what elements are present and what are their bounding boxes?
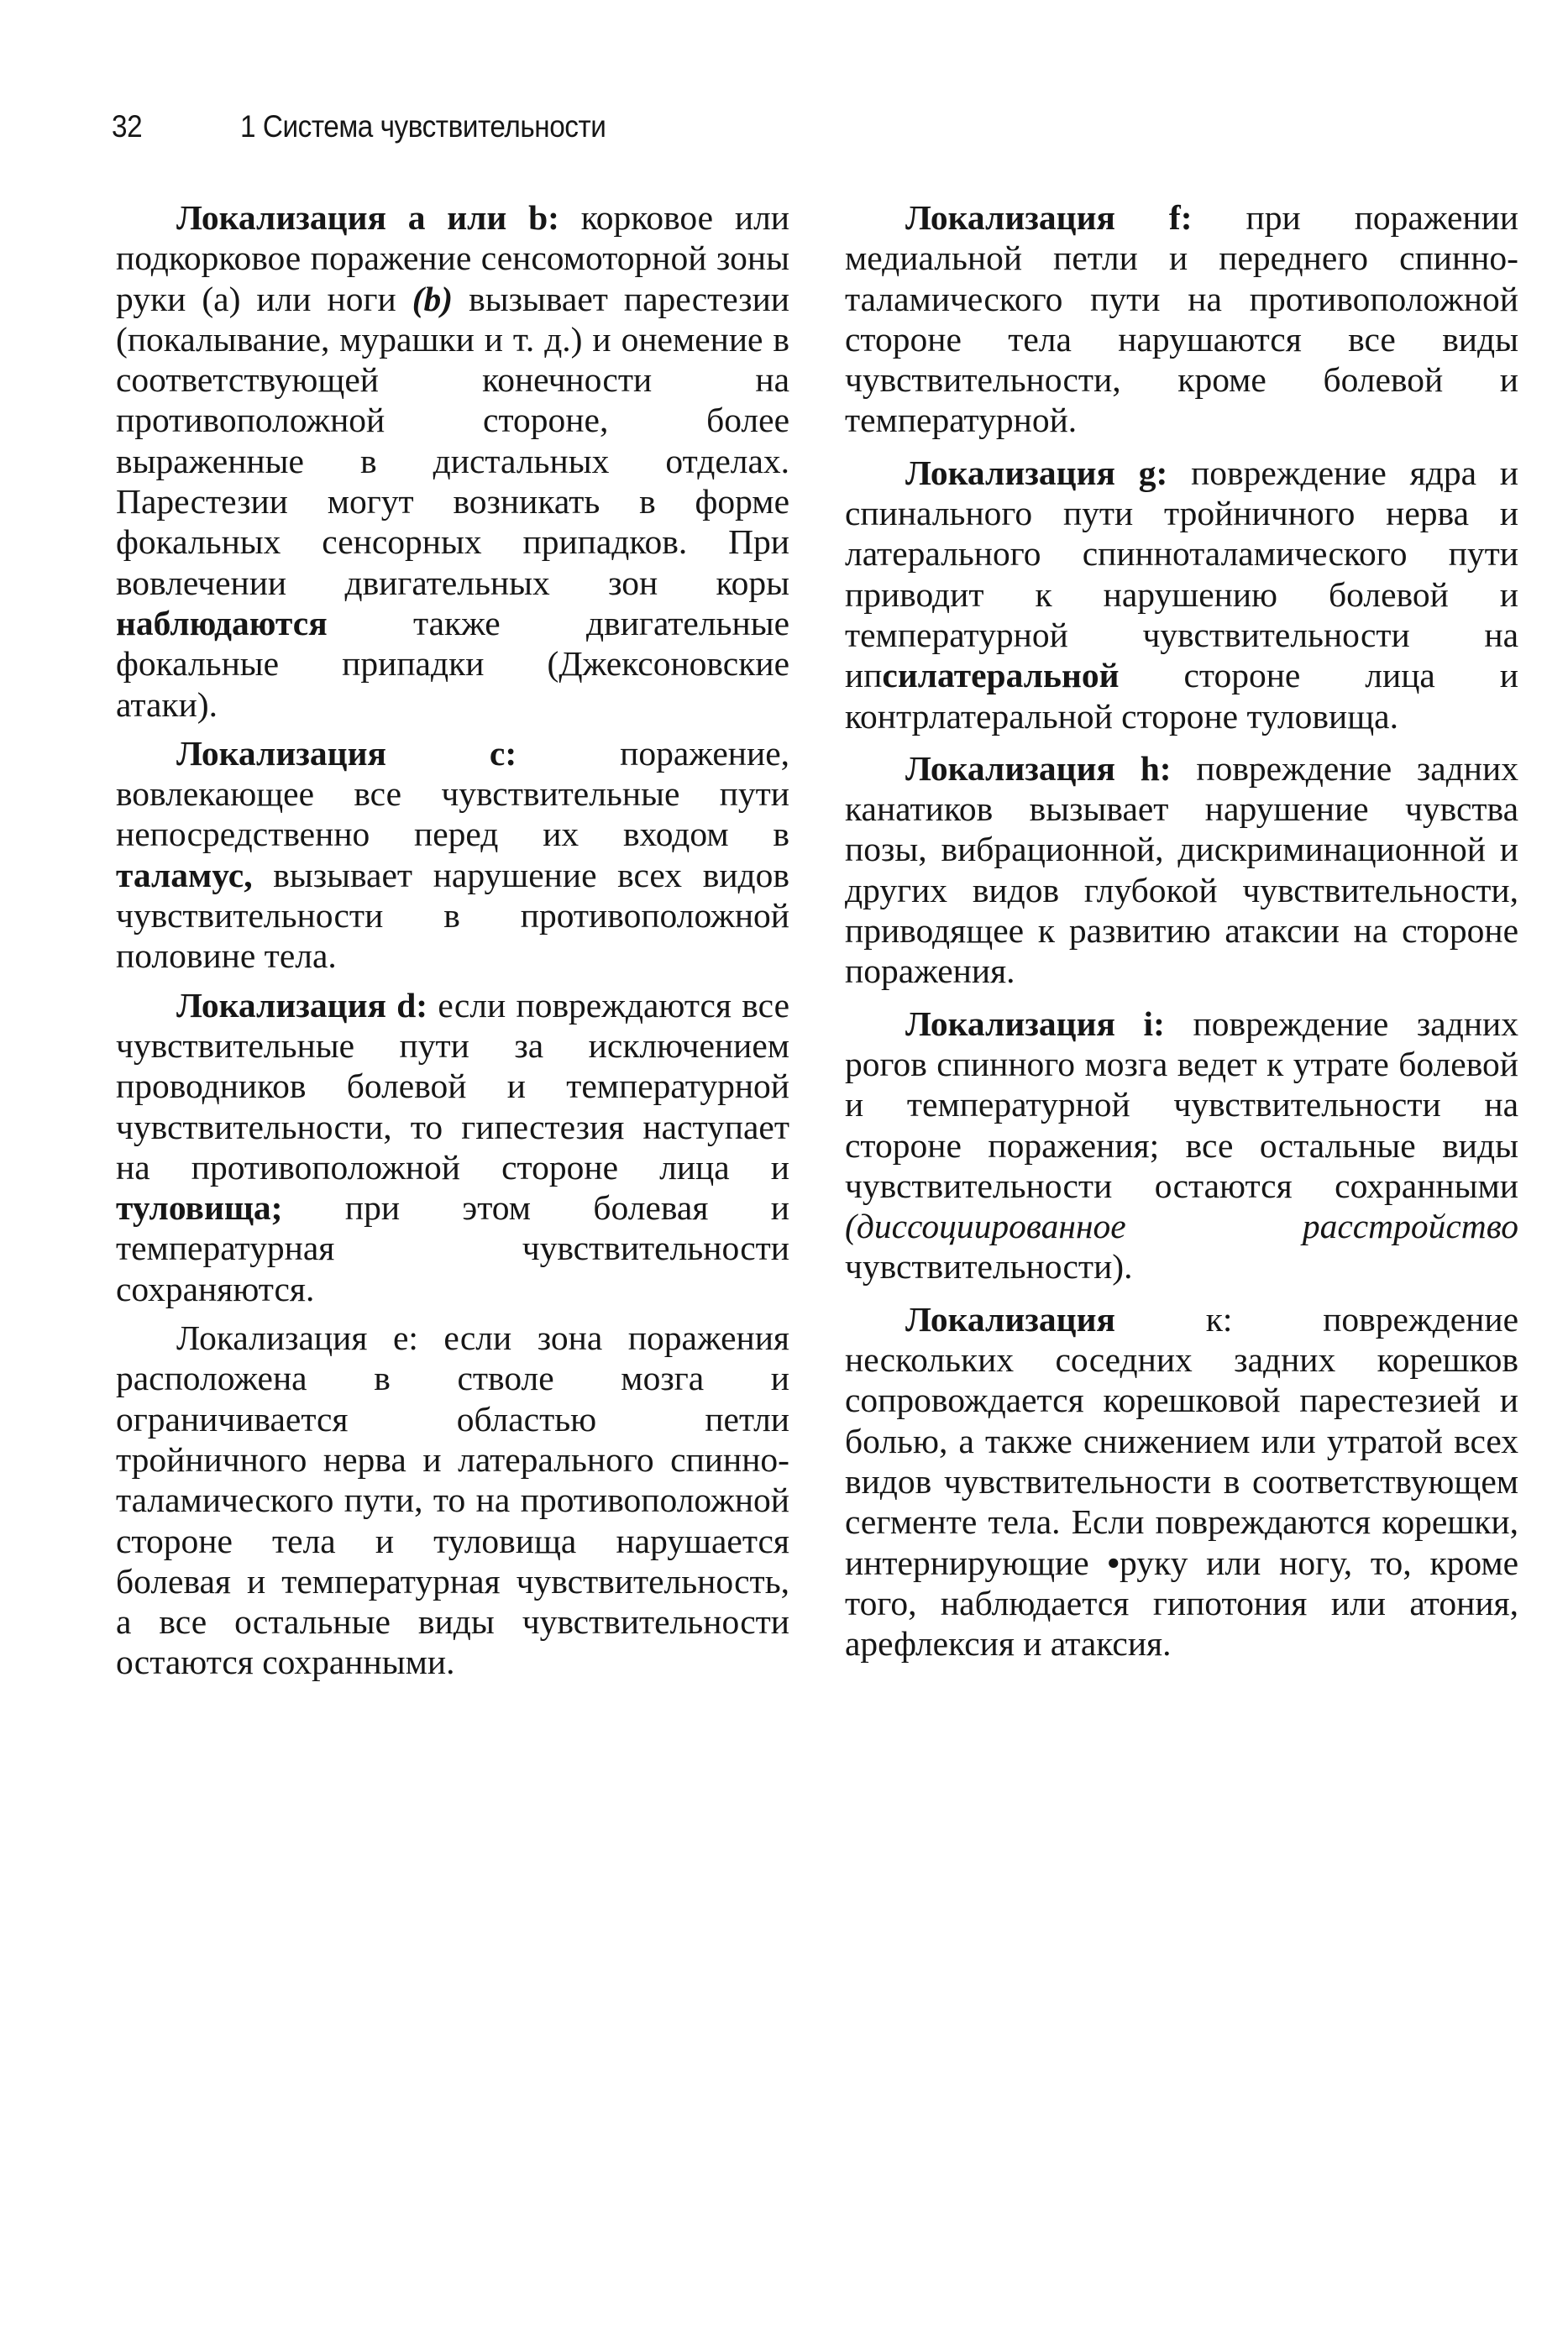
page-number: 32 [112,109,143,144]
paragraph-text: повреждение ядра и спинального пути тройничного нерва и латерального спинноталамического пути приводит к нарушению болевой и температурной чувствительности на ип [845,453,1518,695]
paragraph-bold-term: наблюдаются [116,603,328,642]
paragraph-text: руку или ногу, то, кроме того, наблюдается гипотония или атония, арефлексия и атаксия. [845,1543,1518,1664]
paragraph-localization-d [116,985,789,1309]
paragraph-bold-term: таламус, [116,855,253,894]
paragraph-text: к: повреждение нескольких соседних задних корешков сопровождается корешковой парестезией и болью, а также снижением или утратой всех видов чувствительности в соответствующем сегменте тела. Если повреждаются корешки, интернирующие [845,1299,1518,1582]
paragraph-label: Локализация [905,1299,1115,1339]
paragraph-localization-a-b [116,197,789,725]
paragraph-localization-e: Локализация e: если зона поражения расположена в стволе мозга и ограничивается областью петли тройничного нерва и латерального спинно-таламического пути, то на противоположной стороне тела и туловища нарушается болевая и температурная чувствительность, а все остальные виды чувствительности остаются сохранными. [116,1318,789,1682]
right-column [845,197,1518,1675]
paragraph-italic-term: (диссоциированное расстройство [845,1207,1518,1246]
paragraph-label: Локализация f: [905,198,1193,237]
paragraph-localization-h [845,748,1518,992]
paragraph-localization-k [845,1299,1518,1664]
paragraph-text: чувствительности). [845,1247,1133,1287]
paragraph-text: стороне лица и контрлатеральной стороне туловища. [845,656,1518,736]
paragraph-text: при этом болевая и температурная чувствительности сохраняются. [116,1188,789,1308]
paragraph-emphasis: (b) [412,279,454,318]
page-header [112,109,606,160]
paragraph-text: корковое или подкорковое поражение сенсомоторной зоны руки (a) или ноги [116,198,789,318]
paragraph-text: при поражении медиальной петли и переднего спинно-таламического пути на противоположной стороне тела нарушаются все виды чувствительности, кроме болевой и температурной. [845,198,1518,440]
chapter-title: 1 Система чувствительности [240,109,606,144]
paragraph-text: вызывает парестезии (покалывание, мурашки и т. д.) и онемение в соответствующей конечности на противоположной стороне, более выраженные в дистальных отделах. Парестезии могут возникать в форме фокальных сенсорных припадков. При вовлечении двигательных зон коры [116,279,789,602]
paragraph-bold-term: туловища; [116,1188,283,1228]
paragraph-localization-c [116,733,789,977]
paragraph-text: поражение, вовлекающее все чувствительные пути непосредственно перед их входом в [116,733,789,854]
paragraph-text: повреждение задних рогов спинного мозга ведет к утрате болевой и температурной чувствительности на стороне поражения; все остальные виды чувствительности остаются сохранными [845,1004,1518,1205]
paragraph-label: Локализация g: [905,453,1168,492]
paragraph-localization-i [845,1004,1518,1287]
left-column [116,197,789,1691]
paragraph-text: повреждение задних канатиков вызывает нарушение чувства позы, вибрационной, дискриминационной и других видов глубокой чувствительности, приводящее к развитию атаксии на стороне поражения. [845,748,1518,991]
paragraph-label: Локализация h: [905,748,1172,788]
paragraph-label: Локализация d: [176,985,428,1025]
paragraph-localization-f [845,197,1518,441]
paragraph-label: Локализация a или b: [176,198,559,237]
paragraph-text: если повреждаются все чувствительные пути за исключением проводников болевой и температурной чувствительности, то гипестезия наступает на противоположной стороне лица и [116,985,789,1187]
bullet-mark: • [1107,1543,1120,1582]
paragraph-localization-g [845,453,1518,736]
paragraph-bold-term: силатеральной [882,656,1120,695]
paragraph-label: Локализация c: [176,733,517,773]
paragraph-text: также двигательные фокальные припадки (Джексоновские атаки). [116,603,789,724]
paragraph-label: Локализация i: [905,1004,1165,1043]
paragraph-text: вызывает нарушение всех видов чувствительности в противоположной половине тела. [116,855,789,976]
